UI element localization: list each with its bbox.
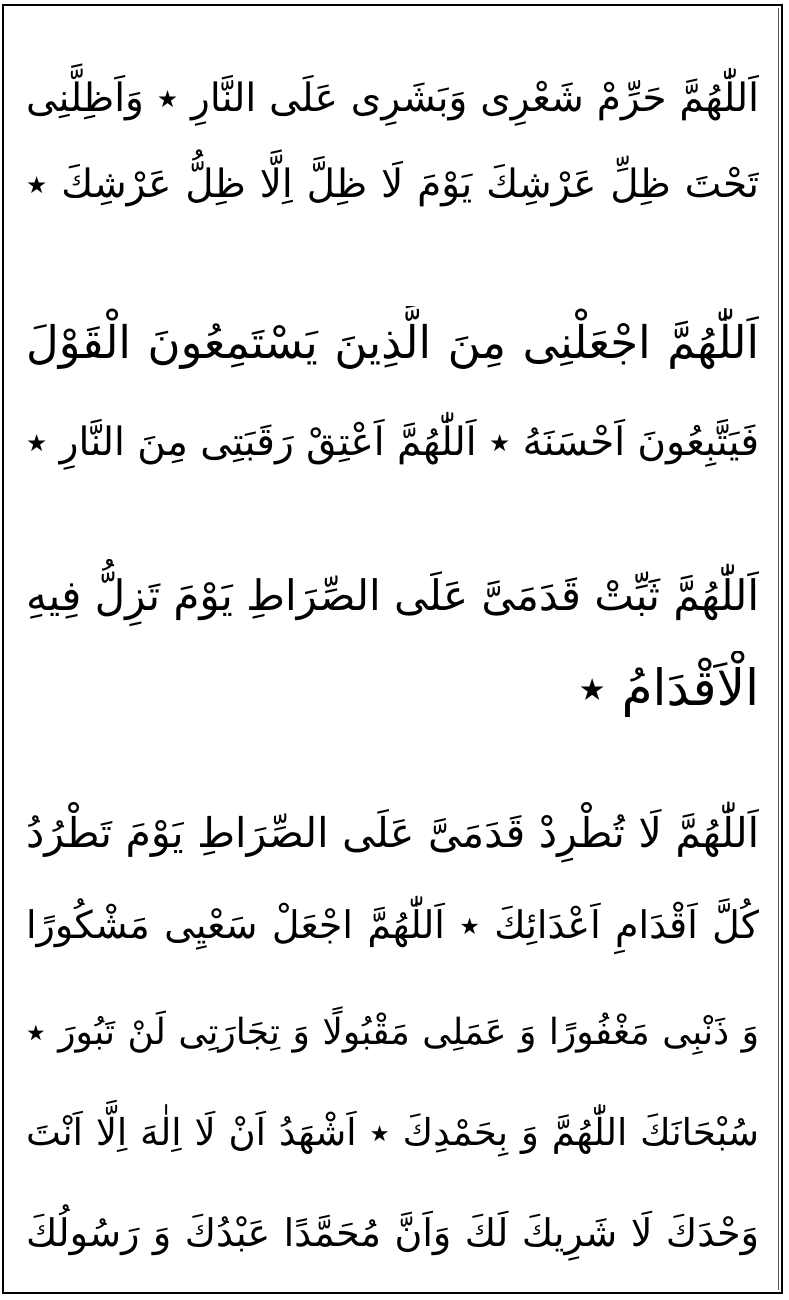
prayer-line: سُبْحَانَكَ اللّٰهُمَّ وَ بِحَمْدِكَ ٭ اَشْهَدُ اَنْ لَا اِلٰهَ اِلَّا اَنْتَ bbox=[26, 1111, 759, 1154]
prayer-line: وَحْدَكَ لَا شَرِيكَ لَكَ وَاَنَّ مُحَمَّدًا عَبْدُكَ وَ رَسُولُكَ bbox=[26, 1211, 759, 1255]
page-border bbox=[2, 4, 783, 1294]
prayer-line: اَللّٰهُمَّ اجْعَلْنِى مِنَ الَّذِينَ يَسْتَمِعُونَ الْقَوْلَ bbox=[26, 316, 759, 369]
prayer-line: اَللّٰهُمَّ حَرِّمْ شَعْرِى وَبَشَرِى عَلَى النَّارِ ٭ وَاَظِلَّنِى bbox=[26, 76, 759, 121]
prayer-line: كُلَّ اَقْدَامِ اَعْدَائِكَ ٭ اَللّٰهُمَّ اجْعَلْ سَعْيِى مَشْكُورًا bbox=[26, 903, 759, 947]
prayer-line: اَللّٰهُمَّ لَا تُطْرِدْ قَدَمَىَّ عَلَى الصِّرَاطِ يَوْمَ تَطْرُدُ bbox=[26, 809, 759, 857]
prayer-line: اَللّٰهُمَّ ثَبِّتْ قَدَمَىَّ عَلَى الصِّرَاطِ يَوْمَ تَزِلُّ فِيهِ bbox=[26, 571, 759, 620]
prayer-line: الْاَقْدَامُ ٭ bbox=[578, 659, 759, 717]
prayer-line: تَحْتَ ظِلِّ عَرْشِكَ يَوْمَ لَا ظِلَّ اِلَّا ظِلُّ عَرْشِكَ ٭ bbox=[26, 162, 759, 207]
prayer-line: فَيَتَّبِعُونَ اَحْسَنَهُ ٭ اَللّٰهُمَّ اَعْتِقْ رَقَبَتِى مِنَ النَّارِ ٭ bbox=[26, 420, 759, 465]
prayer-text bbox=[4, 6, 781, 1292]
prayer-line: وَ ذَنْبِى مَغْفُورًا وَ عَمَلِى مَقْبُولًا وَ تِجَارَتِى لَنْ تَبُورَ ٭ bbox=[26, 1012, 759, 1053]
